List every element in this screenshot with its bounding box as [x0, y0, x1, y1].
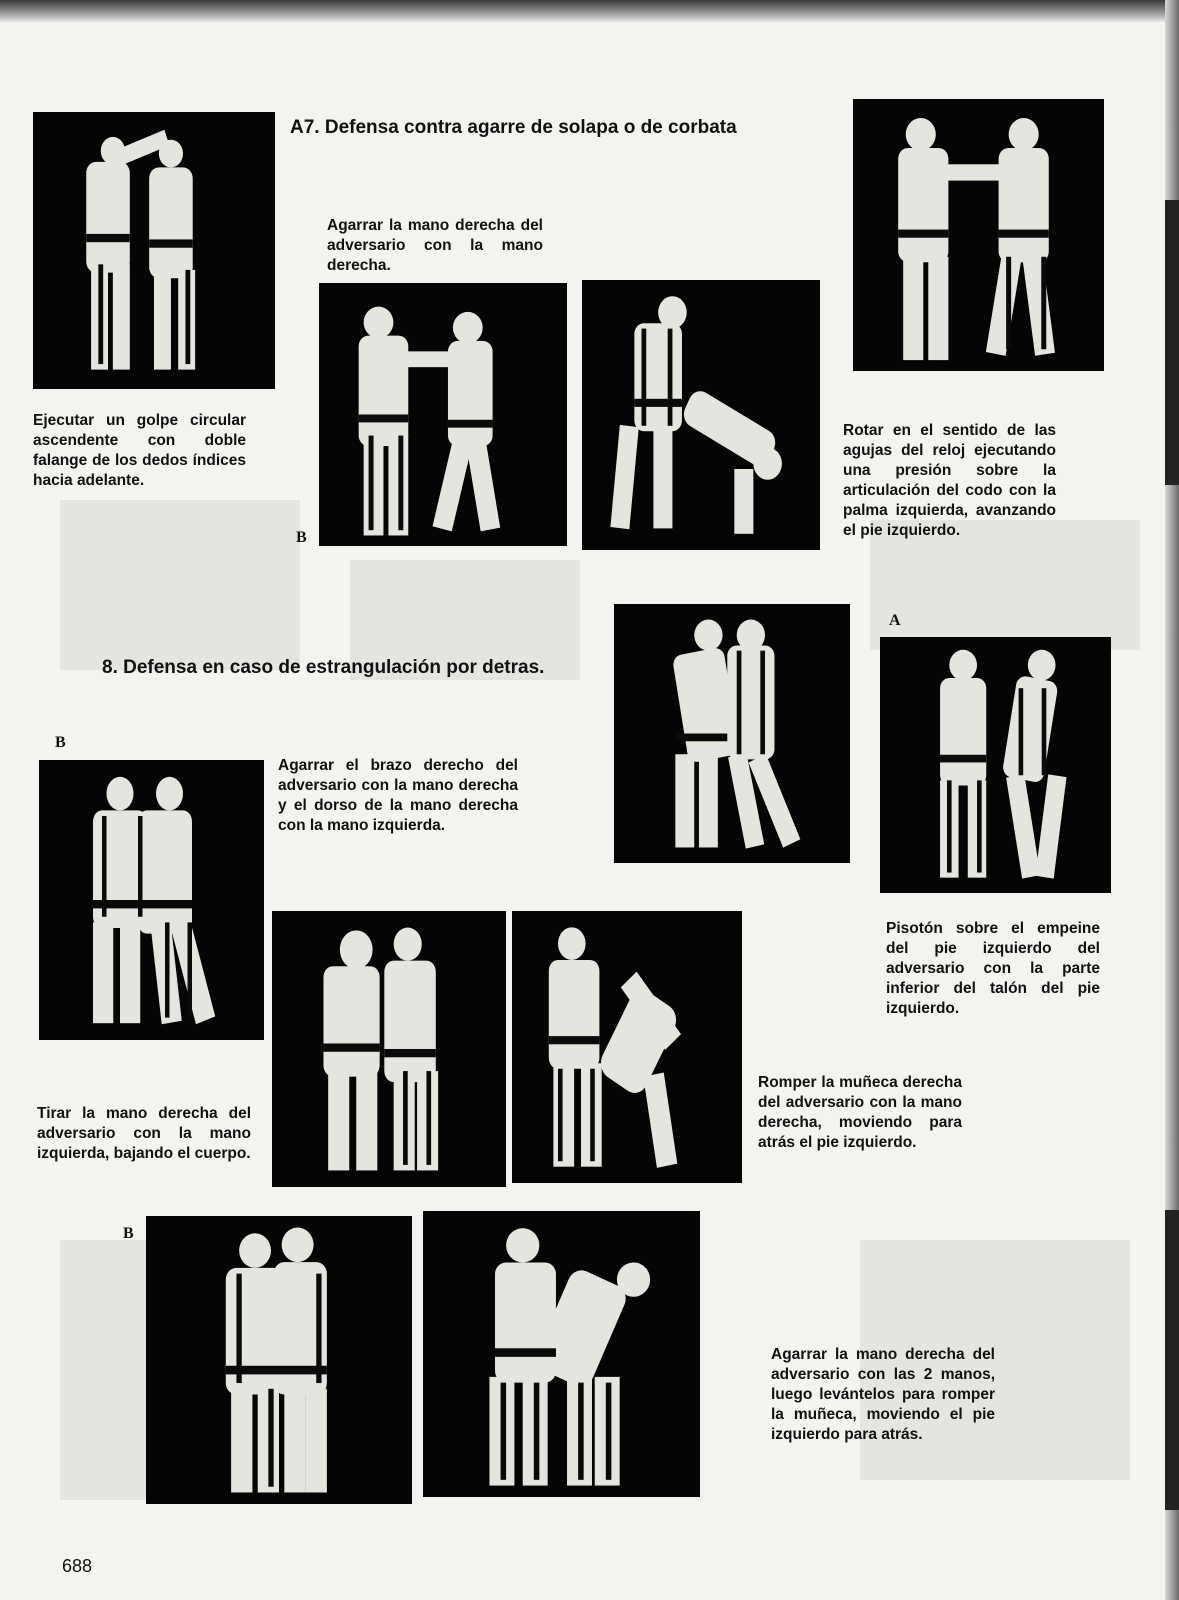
photo-lapel-grab	[853, 99, 1104, 371]
caption-clockwise-rotation: Rotar en el sentido de las agujas del reloj ejecutando una presión sobre la articulación del codo con la palma izquierda, avanzando el pie izquierdo.	[843, 422, 1056, 539]
photo-label-b: B	[123, 1225, 134, 1242]
photo-two-hand-grab	[146, 1216, 412, 1504]
photo-grab-arm	[39, 760, 264, 1040]
edge-tab	[1165, 200, 1179, 485]
section-8-title: 8. Defensa en caso de estrangulación por detras.	[102, 657, 545, 678]
photo-rear-choke	[614, 604, 850, 863]
photo-label-b: B	[55, 734, 66, 751]
photo-label-a: A	[889, 612, 901, 629]
caption-grab-arm: Agarrar el brazo derecho del adversario con la mano derecha y el dorso de la mano derecha con la mano izquierda.	[278, 757, 518, 834]
photo-grab-right-hand	[319, 283, 567, 546]
photo-upward-strike	[33, 112, 275, 389]
caption-lift-wrist-break: Agarrar la mano derecha del adversario con las 2 manos, luego levántelos para romper la muñeca, moviendo el pie izquierdo para atrás.	[771, 1346, 995, 1443]
photo-label-b: B	[296, 529, 307, 546]
photo-lift-wrist-break	[423, 1211, 700, 1497]
caption-wrist-break: Romper la muñeca derecha del adversario con la mano derecha, moviendo para atrás el pie izquierdo.	[758, 1074, 962, 1151]
caption-upward-strike: Ejecutar un golpe circular ascendente con doble falange de los dedos índices hacia adelante.	[33, 412, 246, 489]
scan-top-edge	[0, 0, 1179, 22]
photo-instep-stomp	[880, 637, 1111, 893]
photo-wrist-break-throw	[512, 911, 742, 1183]
caption-grab-right-hand: Agarrar la mano derecha del adversario con la mano derecha.	[327, 217, 543, 274]
bleed-through-shadow	[60, 500, 300, 670]
edge-tab	[1165, 1210, 1179, 1510]
section-7-title: A7. Defensa contra agarre de solapa o de corbata	[290, 117, 737, 138]
caption-instep-stomp: Pisotón sobre el empeine del pie izquierdo del adversario con la parte inferior del talón del pie izquierdo.	[886, 920, 1100, 1017]
photo-pull-down	[272, 911, 506, 1187]
caption-pull-down: Tirar la mano derecha del adversario con la mano izquierda, bajando el cuerpo.	[37, 1105, 251, 1162]
bleed-through-shadow	[60, 1240, 160, 1500]
photo-elbow-press	[582, 280, 820, 550]
page-number: 688	[62, 1556, 93, 1576]
